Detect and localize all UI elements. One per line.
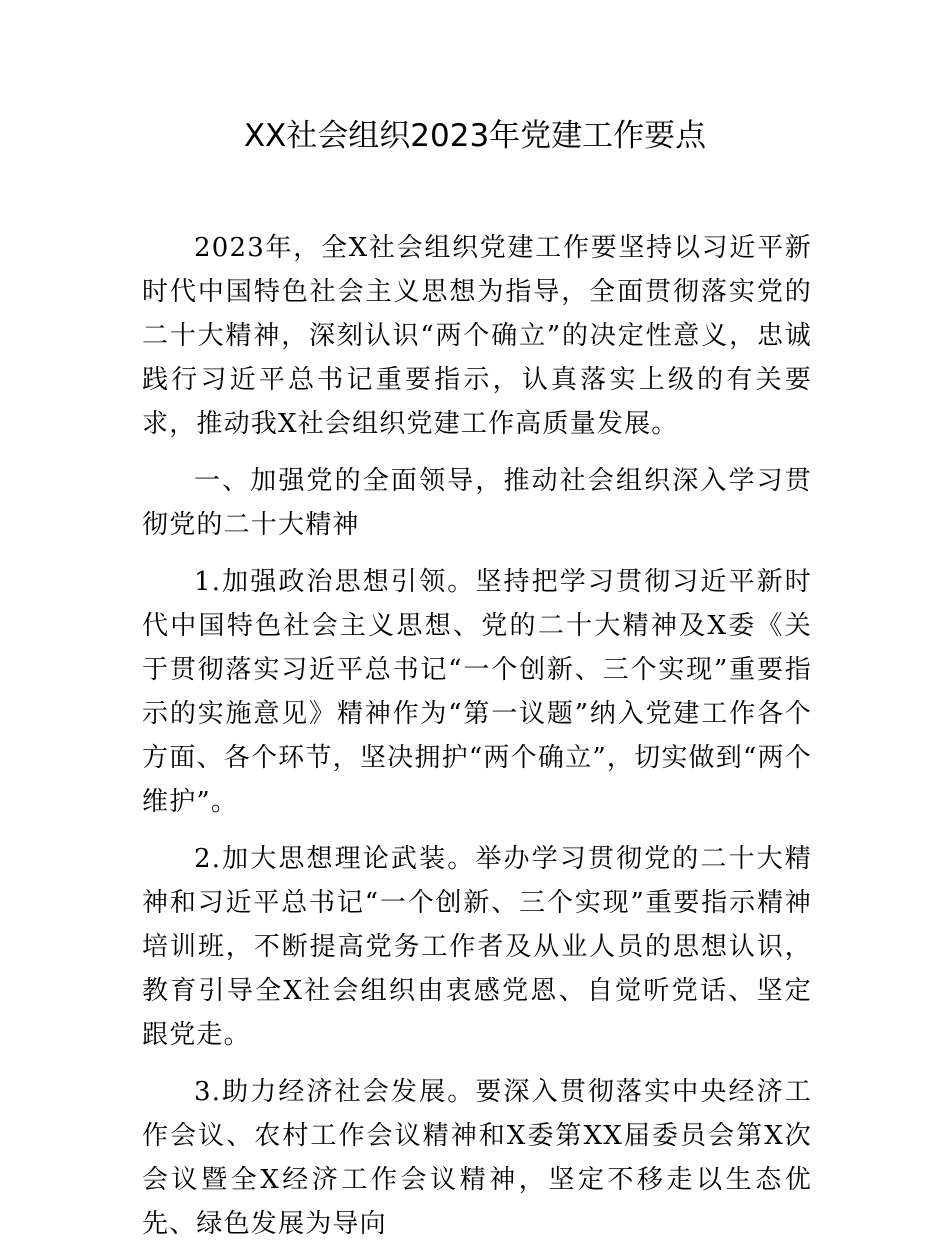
intro-paragraph: 2023年，全X社会组织党建工作要坚持以习近平新时代中国特色社会主义思想为指导，全面贯彻落实党的二十大精神，深刻认识“两个确立”的决定性意义，忠诚践行习近平总书记重要指示，认真落实上级的有关要求，推动我X社会组织党建工作高质量发展。 [142, 233, 812, 439]
document-title: XX社会组织2023年党建工作要点 [243, 118, 707, 154]
item-paragraph-3: 3.助力经济社会发展。要深入贯彻落实中央经济工作会议、农村工作会议精神和X委第XX届委员会第X次会议暨全X经济工作会议精神，坚定不移走以生态优先、绿色发展为导向 [142, 1077, 812, 1239]
item-paragraph-1: 1.加强政治思想引领。坚持把学习贯彻习近平新时代中国特色社会主义思想、党的二十大精神及X委《关于贯彻落实习近平总书记“一个创新、三个实现”重要指示的实施意见》精神作为“第一议题”纳入党建工作各个方面、各个环节，坚决拥护“两个确立”，切实做到“两个维护”。 [142, 567, 812, 817]
item-paragraph-2: 2.加大思想理论武装。举办学习贯彻党的二十大精神和习近平总书记“一个创新、三个实现”重要指示精神培训班，不断提高党务工作者及从业人员的思想认识，教育引导全X社会组织由衷感党恩、自觉听党话、坚定跟党走。 [142, 844, 812, 1050]
document-body [142, 226, 812, 1259]
section-heading: 一、加强党的全面领导，推动社会组织深入学习贯彻党的二十大精神 [142, 466, 812, 540]
